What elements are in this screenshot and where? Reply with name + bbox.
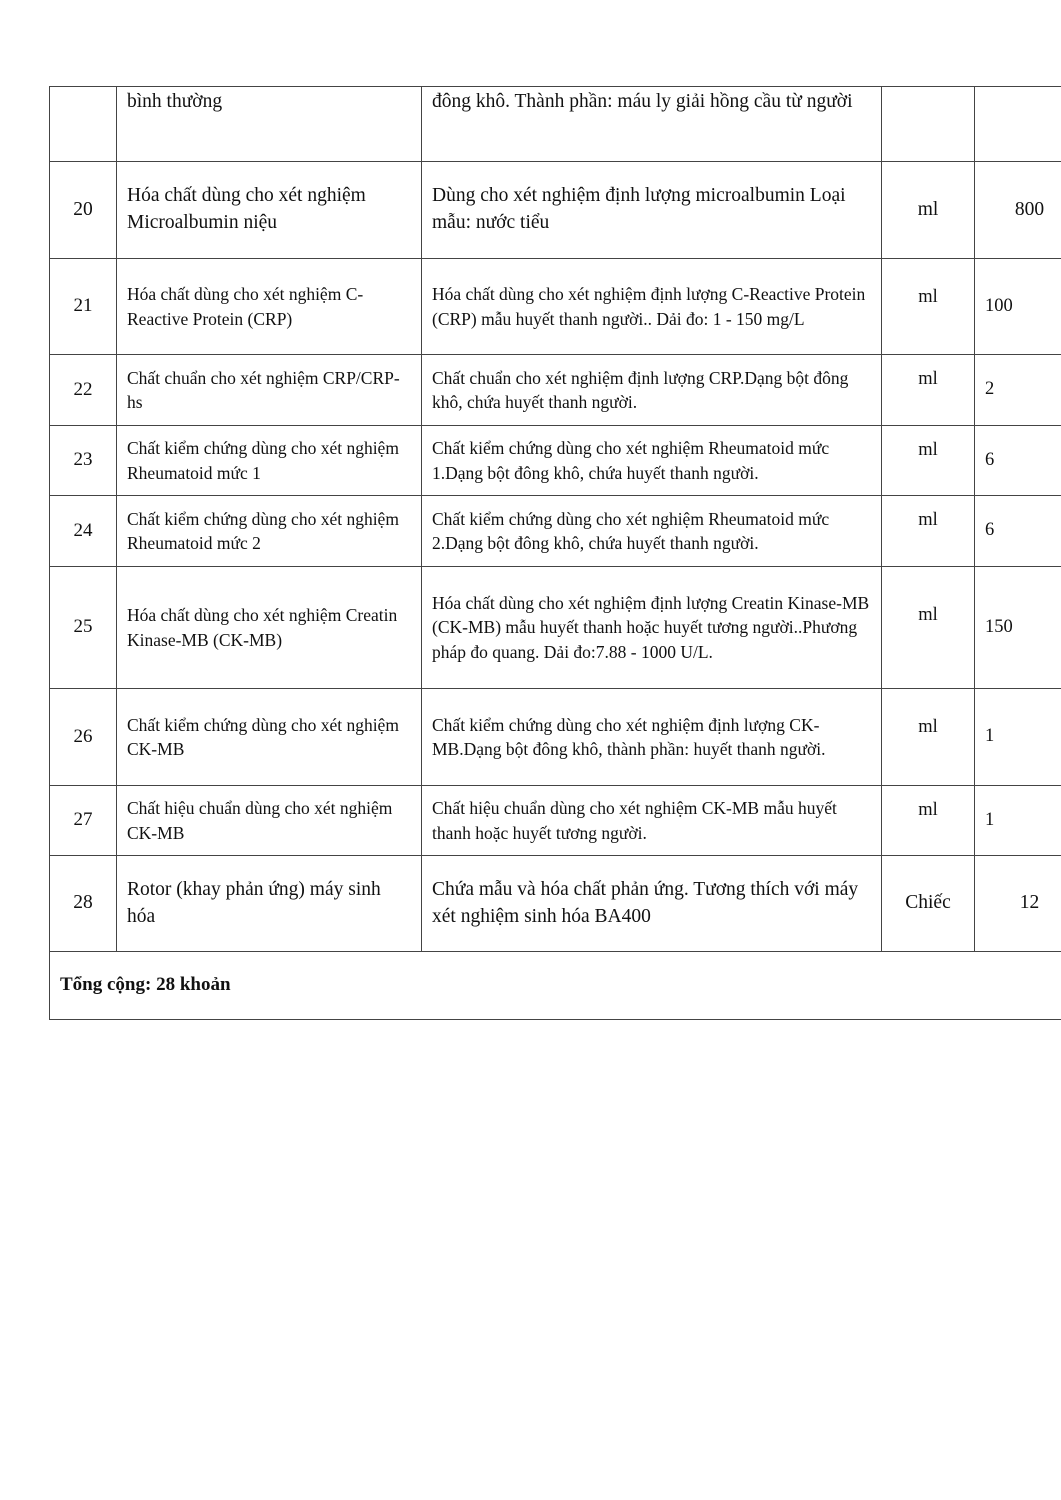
table-row [50, 496, 1061, 567]
cell-no: 23 [50, 426, 117, 496]
cell-no: 25 [50, 567, 117, 689]
cell-spec: Hóa chất dùng cho xét nghiệm định lượng C-Reactive Protein (CRP) mẫu huyết thanh người.. Dải đo: 1 - 150 mg/L [422, 259, 882, 355]
cell-no [50, 87, 117, 162]
cell-name: Hóa chất dùng cho xét nghiệm Microalbumin niệu [117, 162, 422, 259]
cell-spec: Chất kiểm chứng dùng cho xét nghiệm Rheumatoid mức 2.Dạng bột đông khô, chứa huyết thanh người. [422, 496, 882, 567]
cell-qty: 1 [975, 786, 1061, 856]
cell-no: 21 [50, 259, 117, 355]
cell-no: 26 [50, 689, 117, 786]
cell-no: 28 [50, 856, 117, 952]
cell-qty: 100 [975, 259, 1061, 355]
cell-qty: 2 [975, 355, 1061, 426]
cell-name: Chất kiểm chứng dùng cho xét nghiệm Rheumatoid mức 2 [117, 496, 422, 567]
cell-name: Hóa chất dùng cho xét nghiệm Creatin Kinase-MB (CK-MB) [117, 567, 422, 689]
table-row [50, 856, 1061, 952]
cell-unit [882, 87, 975, 162]
table-row [50, 689, 1061, 786]
cell-unit: ml [882, 496, 975, 567]
cell-name: Chất hiệu chuẩn dùng cho xét nghiệm CK-MB [117, 786, 422, 856]
cell-unit: ml [882, 689, 975, 786]
cell-unit: ml [882, 567, 975, 689]
cell-name: bình thường [117, 87, 422, 162]
total-label: Tổng cộng: 28 khoản [50, 952, 1061, 1020]
cell-unit: ml [882, 355, 975, 426]
cell-qty: 12 [975, 856, 1061, 952]
table-row [50, 162, 1061, 259]
cell-unit: ml [882, 426, 975, 496]
cell-qty: 800 [975, 162, 1061, 259]
cell-name: Hóa chất dùng cho xét nghiệm C-Reactive Protein (CRP) [117, 259, 422, 355]
cell-spec: đông khô. Thành phần: máu ly giải hồng cầu từ người [422, 87, 882, 162]
cell-spec: Chất kiểm chứng dùng cho xét nghiệm Rheumatoid mức 1.Dạng bột đông khô, chứa huyết thanh người. [422, 426, 882, 496]
table-row [50, 426, 1061, 496]
cell-no: 24 [50, 496, 117, 567]
cell-qty: 1 [975, 689, 1061, 786]
cell-qty: 6 [975, 426, 1061, 496]
cell-name: Chất chuẩn cho xét nghiệm CRP/CRP-hs [117, 355, 422, 426]
cell-spec: Dùng cho xét nghiệm định lượng microalbumin Loại mẫu: nước tiểu [422, 162, 882, 259]
cell-spec: Chất chuẩn cho xét nghiệm định lượng CRP.Dạng bột đông khô, chứa huyết thanh người. [422, 355, 882, 426]
cell-spec: Chứa mẫu và hóa chất phản ứng. Tương thích với máy xét nghiệm sinh hóa BA400 [422, 856, 882, 952]
cell-no: 27 [50, 786, 117, 856]
cell-unit: ml [882, 162, 975, 259]
cell-spec: Chất kiểm chứng dùng cho xét nghiệm định lượng CK-MB.Dạng bột đông khô, thành phần: huyết thanh người. [422, 689, 882, 786]
cell-no: 22 [50, 355, 117, 426]
cell-qty: 150 [975, 567, 1061, 689]
cell-spec: Hóa chất dùng cho xét nghiệm định lượng Creatin Kinase-MB (CK-MB) mẫu huyết thanh hoặc huyết tương người..Phương pháp đo quang. Dải đo:7.88 - 1000 U/L. [422, 567, 882, 689]
table-row [50, 355, 1061, 426]
total-row [50, 952, 1061, 1020]
cell-unit: ml [882, 259, 975, 355]
cell-name: Chất kiểm chứng dùng cho xét nghiệm CK-MB [117, 689, 422, 786]
cell-spec: Chất hiệu chuẩn dùng cho xét nghiệm CK-MB mẫu huyết thanh hoặc huyết tương người. [422, 786, 882, 856]
cell-qty: 6 [975, 496, 1061, 567]
cell-unit: ml [882, 786, 975, 856]
table-row [50, 87, 1061, 162]
supply-table [49, 86, 1061, 1020]
cell-unit: Chiếc [882, 856, 975, 952]
cell-name: Rotor (khay phản ứng) máy sinh hóa [117, 856, 422, 952]
table-row [50, 259, 1061, 355]
cell-no: 20 [50, 162, 117, 259]
cell-qty [975, 87, 1061, 162]
table-row [50, 786, 1061, 856]
cell-name: Chất kiểm chứng dùng cho xét nghiệm Rheumatoid mức 1 [117, 426, 422, 496]
table-row [50, 567, 1061, 689]
